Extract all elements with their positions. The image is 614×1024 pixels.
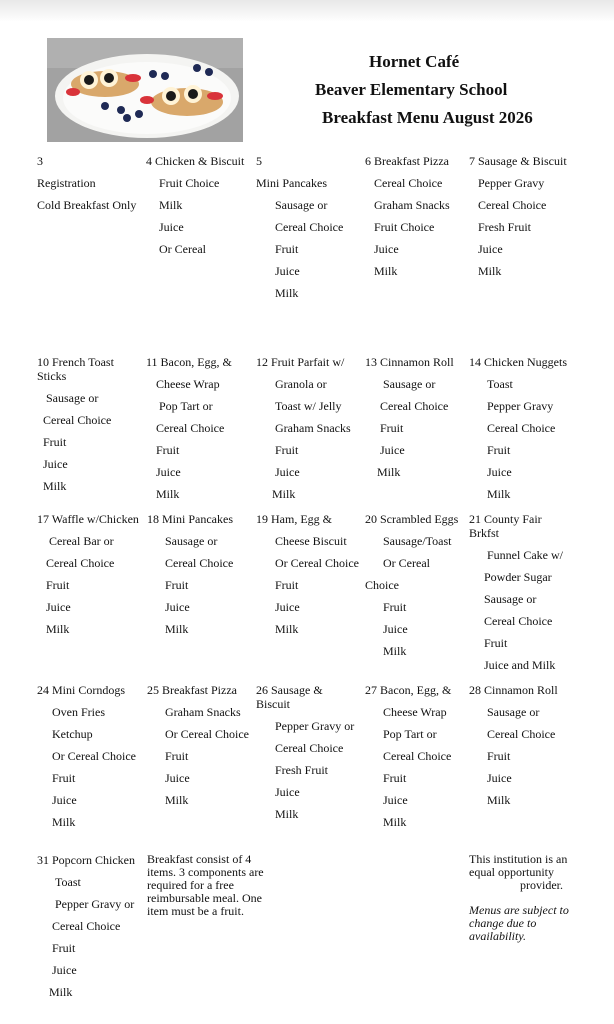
menu-item: Milk — [159, 198, 183, 212]
menu-item: Fresh Fruit — [478, 220, 532, 234]
day-cell — [147, 508, 252, 640]
breakfast-rule-note: Breakfast consist of 4 items. 3 components are required for a free reimbursable meal. One item must be a fruit. — [147, 852, 264, 918]
menu-item: Fruit — [275, 242, 299, 256]
day-cell — [256, 679, 361, 825]
day-cell — [256, 150, 361, 304]
menu-item: Juice — [275, 785, 300, 799]
menu-item: Fruit — [43, 435, 67, 449]
menu-item: Fruit — [275, 578, 299, 592]
menu-item: Milk — [43, 479, 67, 493]
day-title: 25 Breakfast Pizza — [147, 683, 237, 697]
menu-item: Oven Fries — [52, 705, 105, 719]
menu-item: Juice — [275, 600, 300, 614]
day-title: 17 Waffle w/Chicken — [37, 512, 139, 526]
menu-item: Cereal Choice — [374, 176, 443, 190]
equal-opportunity-note — [469, 853, 589, 892]
day-title: 24 Mini Corndogs — [37, 683, 126, 697]
menu-item: Fruit — [380, 421, 404, 435]
pancake-owls-photo — [47, 38, 243, 142]
menu-item: Milk — [165, 793, 189, 807]
menu-item: Juice — [487, 771, 512, 785]
menu-item: Pepper Gravy — [487, 399, 554, 413]
menu-item: Granola or — [275, 377, 327, 391]
menu-item: Cheese Wrap — [156, 377, 220, 391]
menu-item: Cereal Choice — [275, 741, 344, 755]
day-cell — [365, 679, 467, 833]
menu-item: Pepper Gravy or — [55, 897, 135, 911]
day-title: 10 French Toast Sticks — [37, 355, 114, 383]
cafe-name: Hornet Café — [369, 52, 460, 71]
day-cell — [469, 150, 609, 282]
menu-item: Cereal Choice — [165, 556, 234, 570]
menu-item: Juice and Milk — [484, 658, 556, 672]
menu-item: Fruit — [52, 771, 76, 785]
equal-opportunity-line: This institution is an equal opportunity — [469, 852, 568, 879]
menu-item: Milk — [165, 622, 189, 636]
menu-item: Juice — [383, 622, 408, 636]
menu-item: Mini Pancakes — [256, 176, 327, 190]
menu-item: Cereal Choice — [43, 413, 112, 427]
menu-item: Fruit — [165, 749, 189, 763]
menu-item: Cereal Choice — [156, 421, 225, 435]
day-title: 4 Chicken & Biscuit — [146, 154, 245, 168]
day-cell — [469, 351, 609, 505]
menu-item: Cheese Wrap — [383, 705, 447, 719]
equal-opportunity-provider: provider. — [520, 878, 563, 892]
menu-item: Or Cereal Choice — [275, 556, 359, 570]
menu-item: Cereal Choice — [383, 749, 452, 763]
menu-item: Juice — [156, 465, 181, 479]
day-title: 13 Cinnamon Roll — [365, 355, 454, 369]
menu-item: Fruit — [487, 443, 511, 457]
menu-item: Milk — [49, 985, 73, 999]
menu-change-note: Menus are subject to change due to availability. — [469, 903, 569, 943]
menu-item: Cereal Choice — [487, 421, 556, 435]
menu-item: Cereal Choice — [275, 220, 344, 234]
menu-item: Juice — [478, 242, 503, 256]
day-title: 11 Bacon, Egg, & — [146, 355, 232, 369]
menu-item: Milk — [275, 286, 299, 300]
menu-item: Juice — [165, 600, 190, 614]
menu-item: Juice — [159, 220, 184, 234]
menu-item: Sausage or — [275, 198, 328, 212]
menu-item: Milk — [46, 622, 70, 636]
menu-item: Cold Breakfast Only — [37, 198, 137, 212]
menu-item: Choice — [365, 578, 399, 592]
menu-item: Juice — [275, 465, 300, 479]
menu-item: Cheese Biscuit — [275, 534, 347, 548]
menu-item: Sausage or — [484, 592, 537, 606]
day-cell — [147, 679, 252, 811]
day-cell — [365, 351, 465, 483]
day-cell — [256, 508, 364, 640]
menu-item: Milk — [156, 487, 180, 501]
menu-item: Or Cereal — [383, 556, 430, 570]
day-title: 12 Fruit Parfait w/ — [256, 355, 345, 369]
menu-item: Fruit Choice — [159, 176, 220, 190]
day-cell — [469, 508, 609, 676]
day-title: 27 Bacon, Egg, & — [365, 683, 452, 697]
menu-item: Graham Snacks — [374, 198, 450, 212]
day-title: 5 — [256, 154, 262, 168]
day-cell — [146, 351, 252, 505]
menu-item: Juice — [52, 963, 77, 977]
menu-item: Juice — [383, 793, 408, 807]
day-cell — [469, 679, 609, 811]
menu-item: Sausage or — [487, 705, 540, 719]
day-title: 14 Chicken Nuggets — [469, 355, 567, 369]
menu-item: Milk — [487, 487, 511, 501]
day-title: 7 Sausage & Biscuit — [469, 154, 567, 168]
menu-item: Graham Snacks — [275, 421, 351, 435]
menu-item: Registration — [37, 176, 96, 190]
day-cell — [37, 508, 145, 640]
menu-item: Fruit — [275, 443, 299, 457]
school-name: Beaver Elementary School — [315, 80, 508, 99]
menu-item: Fresh Fruit — [275, 763, 329, 777]
menu-item: Or Cereal Choice — [52, 749, 136, 763]
menu-item: Funnel Cake w/ — [487, 548, 563, 562]
menu-item: Fruit — [46, 578, 70, 592]
day-cell — [256, 351, 361, 505]
day-title: 31 Popcorn Chicken — [37, 853, 135, 867]
menu-item: Cereal Choice — [380, 399, 449, 413]
menu-item: Milk — [487, 793, 511, 807]
menu-item: Fruit Choice — [374, 220, 435, 234]
menu-item: Milk — [377, 465, 401, 479]
day-cell — [365, 150, 465, 282]
menu-item: Pepper Gravy or — [275, 719, 355, 733]
menu-item: Juice — [46, 600, 71, 614]
day-title: 6 Breakfast Pizza — [365, 154, 449, 168]
day-cell — [37, 849, 143, 1003]
menu-item: Cereal Bar or — [49, 534, 114, 548]
day-title: 28 Cinnamon Roll — [469, 683, 558, 697]
day-title: 19 Ham, Egg & — [256, 512, 332, 526]
menu-item: Sausage/Toast — [383, 534, 452, 548]
menu-item: Milk — [374, 264, 398, 278]
menu-item: Juice — [165, 771, 190, 785]
menu-item: Fruit — [383, 771, 407, 785]
menu-item: Toast — [55, 875, 81, 889]
menu-item: Fruit — [52, 941, 76, 955]
menu-item: Milk — [52, 815, 76, 829]
menu-item: Toast — [487, 377, 513, 391]
menu-item: Sausage or — [383, 377, 436, 391]
day-cell — [146, 150, 252, 260]
menu-item: Fruit — [165, 578, 189, 592]
day-title: 26 Sausage & Biscuit — [256, 683, 323, 711]
menu-item: Sausage or — [165, 534, 218, 548]
menu-item: Juice — [52, 793, 77, 807]
menu-item: Juice — [43, 457, 68, 471]
menu-item: Cereal Choice — [478, 198, 547, 212]
menu-item: Juice — [275, 264, 300, 278]
day-cell — [365, 508, 467, 662]
top-shadow — [0, 0, 614, 22]
menu-item: Ketchup — [52, 727, 93, 741]
menu-item: Milk — [275, 807, 299, 821]
menu-item: Powder Sugar — [484, 570, 552, 584]
menu-item: Juice — [487, 465, 512, 479]
day-title: 3 — [37, 154, 43, 168]
menu-item: Sausage or — [46, 391, 99, 405]
menu-item: Cereal Choice — [487, 727, 556, 741]
menu-item: Fruit — [487, 749, 511, 763]
menu-title: Breakfast Menu August 2026 — [322, 108, 533, 127]
menu-item: Pepper Gravy — [478, 176, 545, 190]
menu-item: Toast w/ Jelly — [275, 399, 342, 413]
menu-item: Cereal Choice — [484, 614, 553, 628]
menu-item: Milk — [275, 622, 299, 636]
menu-item: Or Cereal — [159, 242, 206, 256]
menu-item: Fruit — [156, 443, 180, 457]
day-title: 18 Mini Pancakes — [147, 512, 233, 526]
day-title: 20 Scrambled Eggs — [365, 512, 459, 526]
menu-item: Milk — [383, 644, 407, 658]
menu-item: Graham Snacks — [165, 705, 241, 719]
menu-item: Fruit — [484, 636, 508, 650]
menu-item: Juice — [374, 242, 399, 256]
menu-item: Cereal Choice — [46, 556, 115, 570]
day-title: 21 County Fair Brkfst — [469, 512, 542, 540]
menu-item: Milk — [383, 815, 407, 829]
menu-item: Pop Tart or — [159, 399, 213, 413]
day-cell — [37, 351, 142, 497]
menu-item: Juice — [380, 443, 405, 457]
menu-item: Or Cereal Choice — [165, 727, 249, 741]
menu-item: Milk — [478, 264, 502, 278]
menu-item: Milk — [272, 487, 296, 501]
menu-item: Fruit — [383, 600, 407, 614]
menu-item: Pop Tart or — [383, 727, 437, 741]
menu-item: Cereal Choice — [52, 919, 121, 933]
day-cell — [37, 150, 142, 216]
day-cell — [37, 679, 142, 833]
